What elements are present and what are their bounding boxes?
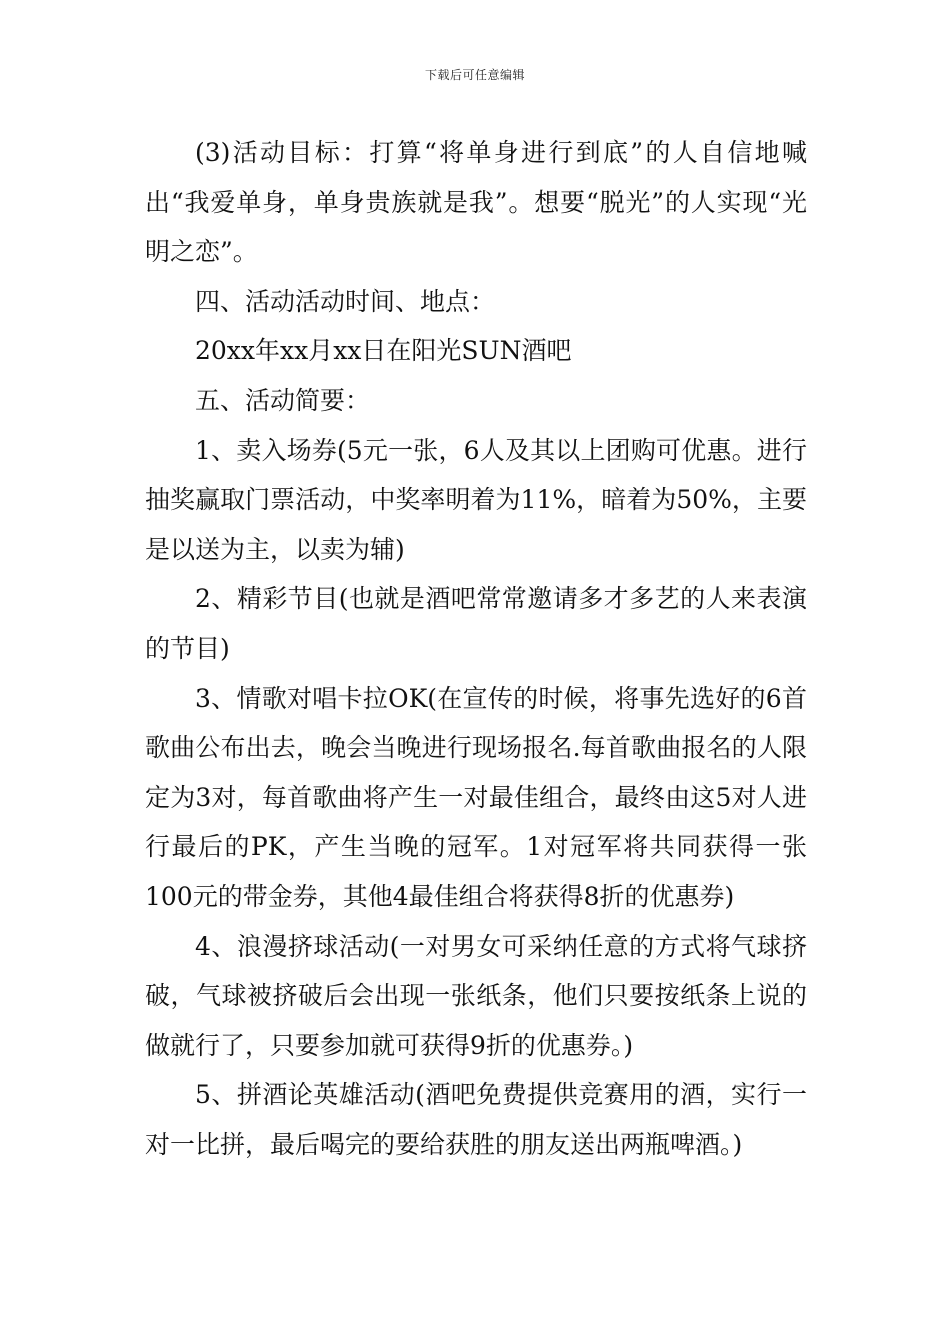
paragraph-item-5-drinking: 5、拼酒论英雄活动(酒吧免费提供竞赛用的酒，实行一对一比拼，最后喝完的要给获胜的朋友送出两瓶啤酒。): [145, 1080, 807, 1159]
paragraph-section-five-heading: 五、活动简要：: [195, 385, 371, 415]
document-body: [145, 128, 807, 1169]
paragraph-item-2-performances: 2、精彩节目(也就是酒吧常常邀请多才多艺的人来表演的节目): [145, 584, 807, 663]
page-header-note: 下载后可任意编辑: [424, 68, 525, 82]
paragraph-date-location: 20xx年xx月xx日在阳光SUN酒吧: [195, 336, 572, 366]
paragraph-section-four-heading: 四、活动活动时间、地点：: [195, 286, 496, 316]
paragraph-item-4-balloon: 4、浪漫挤球活动(一对男女可采纳任意的方式将气球挤破，气球被挤破后会出现一张纸条，他们只要按纸条上说的做就行了，只要参加就可获得9折的优惠券。): [145, 931, 807, 1060]
paragraph-item-3-karaoke: 3、情歌对唱卡拉OK(在宣传的时候，将事先选好的6首歌曲公布出去，晚会当晚进行现场报名.每首歌曲报名的人限定为3对，每首歌曲将产生一对最佳组合，最终由这5对人进行最后的PK，产生当晚的冠军。1对冠军将共同获得一张100元的带金券，其他4最佳组合将获得8折的优惠券): [145, 683, 807, 911]
paragraph-item-1-tickets: 1、卖入场券(5元一张，6人及其以上团购可优惠。进行抽奖赢取门票活动，中奖率明着为11%，暗着为50%，主要是以送为主，以卖为辅): [145, 435, 807, 564]
paragraph-activity-goal: (3)活动目标：打算“将单身进行到底”的人自信地喊出“我爱单身，单身贵族就是我”。想要“脱光”的人实现“光明之恋”。: [145, 138, 807, 267]
